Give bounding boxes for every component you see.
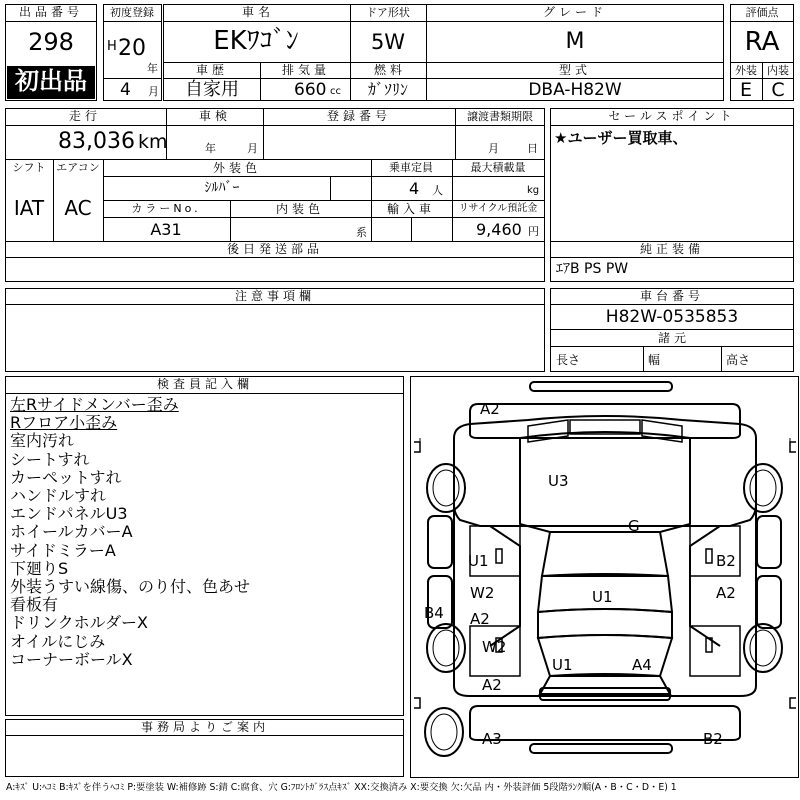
inspector-note-line: エンドパネルU3 bbox=[10, 504, 128, 524]
history-label: 車歴 bbox=[195, 63, 229, 77]
door-label: ドア形状 bbox=[366, 6, 410, 19]
reg-year: 20 bbox=[118, 36, 146, 61]
inspector-note-line: カーペットすれ bbox=[10, 467, 122, 487]
reg-no-label: 登録番号 bbox=[326, 109, 392, 123]
capacity-unit: 人 bbox=[432, 184, 443, 197]
mark-left-rocker-b4: B4 bbox=[424, 604, 444, 622]
score: RA bbox=[744, 27, 780, 57]
interior-label: 内装 bbox=[767, 64, 789, 77]
reg-month-unit: 月 bbox=[148, 85, 159, 98]
inspector-note-line: オイルにじみ bbox=[10, 631, 106, 651]
front-bumper-top bbox=[530, 382, 672, 391]
capacity: 4 bbox=[409, 179, 420, 198]
displacement-label: 排気量 bbox=[281, 63, 331, 77]
door: 5W bbox=[370, 30, 406, 54]
transfer-label: 譲渡書類期限 bbox=[467, 110, 533, 123]
dims-label: 諸元 bbox=[657, 331, 691, 345]
mark-front-a2: A2 bbox=[480, 400, 500, 418]
inspector-label: 検査員記入欄 bbox=[156, 377, 254, 391]
windshield bbox=[542, 532, 668, 576]
ext-color-label: 外装色 bbox=[212, 161, 262, 175]
lot-no-label: 出品番号 bbox=[18, 5, 84, 19]
ac: AC bbox=[64, 196, 92, 220]
car-name: EKﾜｺﾞﾝ bbox=[213, 26, 299, 56]
mark-right-door-a2: A2 bbox=[716, 584, 736, 602]
exterior-score: E bbox=[739, 79, 753, 101]
recycle-amount: 9,460 bbox=[476, 220, 522, 239]
mark-right-fender-b2: B2 bbox=[716, 552, 736, 570]
dims-length-label: 長さ bbox=[556, 353, 581, 367]
mark-rear-bumper-b2: B2 bbox=[703, 730, 723, 748]
mark-left-fender-u1: U1 bbox=[468, 552, 489, 570]
mark-rear-bumper-a3: A3 bbox=[482, 730, 502, 748]
rear-window bbox=[540, 676, 670, 694]
mark-roof-u1: U1 bbox=[592, 588, 613, 606]
sales-point-label: セールスポイント bbox=[608, 109, 736, 123]
inspector-note-line: ハンドルすれ bbox=[10, 486, 107, 505]
sales-point-text: ★ユーザー買取車、 bbox=[554, 129, 688, 147]
mark-hood-u3: U3 bbox=[548, 472, 569, 490]
legend: A:ｷｽﾞ U:ﾍｺﾐ B:ｷｽﾞを伴うﾍｺﾐ P:要塗装 W:補修跡 S:錆 C:腐食、穴 G:ﾌﾛﾝﾄｶﾞﾗｽ点ｷｽﾞ XX:交換済み X:要交換 欠:欠品 内・外装評価 5段階ﾗﾝｸ順(A・B・C・D・E) 1 bbox=[6, 782, 677, 793]
recycle-unit: 円 bbox=[528, 225, 539, 238]
interior-score: C bbox=[771, 79, 785, 101]
left-front-door-handle bbox=[428, 516, 452, 568]
chassis-no: H82W-0535853 bbox=[605, 307, 739, 327]
rear-bumper-bottom bbox=[530, 744, 672, 753]
chassis-label: 車台番号 bbox=[639, 289, 705, 303]
mark-left-front-door-a2: A2 bbox=[470, 610, 490, 628]
inspection-label: 車検 bbox=[198, 109, 232, 123]
equipment-label: 純正装備 bbox=[639, 242, 705, 256]
capacity-label: 乗車定員 bbox=[389, 161, 433, 174]
car-damage-diagram bbox=[410, 376, 799, 778]
history: 自家用 bbox=[185, 79, 239, 100]
color-no-label: カラーNo. bbox=[131, 202, 201, 215]
inspection-year-unit: 年 bbox=[205, 142, 216, 155]
shift: IAT bbox=[13, 196, 45, 220]
mileage-unit: km bbox=[138, 131, 168, 153]
first-reg-label: 初度登録 bbox=[110, 6, 154, 19]
shift-label: シフト bbox=[12, 161, 46, 174]
mark-left-rear-u1: U1 bbox=[552, 656, 573, 674]
max-load-unit: kg bbox=[527, 185, 540, 196]
inspector-note-line: 室内汚れ bbox=[10, 431, 75, 451]
mileage: 83,036 bbox=[58, 129, 135, 154]
inspector-note-line: コーナーボールX bbox=[10, 649, 133, 669]
inspector-note-line: シートすれ bbox=[10, 449, 90, 469]
grade-label: グレード bbox=[542, 5, 608, 19]
int-color-label: 内装色 bbox=[275, 202, 325, 216]
ext-color: ｼﾙﾊﾞｰ bbox=[204, 180, 240, 196]
inspector-note-line: Rフロア小歪み bbox=[10, 413, 118, 433]
transfer-day-unit: 日 bbox=[527, 142, 538, 155]
first-listing-badge-text: 初出品 bbox=[15, 67, 87, 95]
score-label: 評価点 bbox=[745, 6, 779, 19]
body-sides bbox=[454, 504, 756, 634]
inspector-note-line: 下廻りS bbox=[10, 558, 69, 578]
office-label: 事務局よりご案内 bbox=[140, 720, 270, 734]
mark-right-rear-a4: A4 bbox=[632, 656, 652, 674]
inspector-note-line: ホイールカバーA bbox=[10, 522, 133, 542]
inspection-month-unit: 月 bbox=[247, 142, 258, 155]
roof bbox=[538, 609, 672, 638]
dims-width-label: 幅 bbox=[648, 353, 661, 367]
fuel-label: 燃料 bbox=[373, 63, 407, 77]
int-color-unit: 系 bbox=[356, 226, 367, 239]
fuel: ｶﾞｿﾘﾝ bbox=[367, 80, 409, 99]
mark-left-front-door-w2: W2 bbox=[470, 584, 495, 602]
mark-left-rear-quarter-a2: A2 bbox=[482, 676, 502, 694]
mileage-label: 走行 bbox=[68, 109, 102, 123]
exterior-label: 外装 bbox=[735, 64, 757, 77]
displacement: 660 bbox=[294, 80, 327, 100]
car-name-label: 車名 bbox=[241, 5, 275, 19]
lot-no: 298 bbox=[28, 28, 74, 56]
hood bbox=[520, 432, 690, 532]
ac-label: エアコン bbox=[56, 161, 100, 174]
reg-year-unit: 年 bbox=[147, 62, 158, 75]
era-prefix: H bbox=[107, 39, 117, 54]
displacement-unit: cc bbox=[330, 86, 341, 97]
model: DBA-H82W bbox=[528, 80, 622, 100]
parts-label: 後日発送部品 bbox=[226, 242, 324, 256]
import-label: 輸入車 bbox=[386, 202, 436, 216]
model-label: 型式 bbox=[558, 63, 592, 77]
dims-height-label: 高さ bbox=[726, 353, 751, 367]
mark-windshield-g: G bbox=[628, 517, 640, 535]
inspector-note-line: サイドミラーA bbox=[10, 540, 116, 560]
equipment: ｴｱB PS PW bbox=[556, 261, 629, 277]
inspector-note-line: 左Rサイドメンバー歪み bbox=[10, 395, 179, 414]
color-no: A31 bbox=[150, 220, 182, 239]
transfer-month-unit: 月 bbox=[488, 142, 499, 155]
rear-bumper bbox=[470, 706, 740, 740]
inspector-note-line: 看板有 bbox=[10, 595, 59, 615]
max-load-label: 最大積載量 bbox=[470, 161, 526, 174]
notes-label: 注意事項欄 bbox=[234, 289, 316, 303]
inspector-note-line: ドリンクホルダーX bbox=[10, 613, 149, 633]
inspector-note-line: 外装うすい線傷、のり付、色あせ bbox=[10, 577, 251, 596]
recycle-label: リサイクル預託金 bbox=[458, 203, 538, 214]
a-pillars bbox=[490, 526, 720, 646]
right-front-door-handle bbox=[757, 516, 781, 568]
reg-month: 4 bbox=[120, 80, 131, 100]
grade: M bbox=[565, 29, 585, 54]
mark-left-rear-door-w2: W2 bbox=[482, 638, 507, 656]
